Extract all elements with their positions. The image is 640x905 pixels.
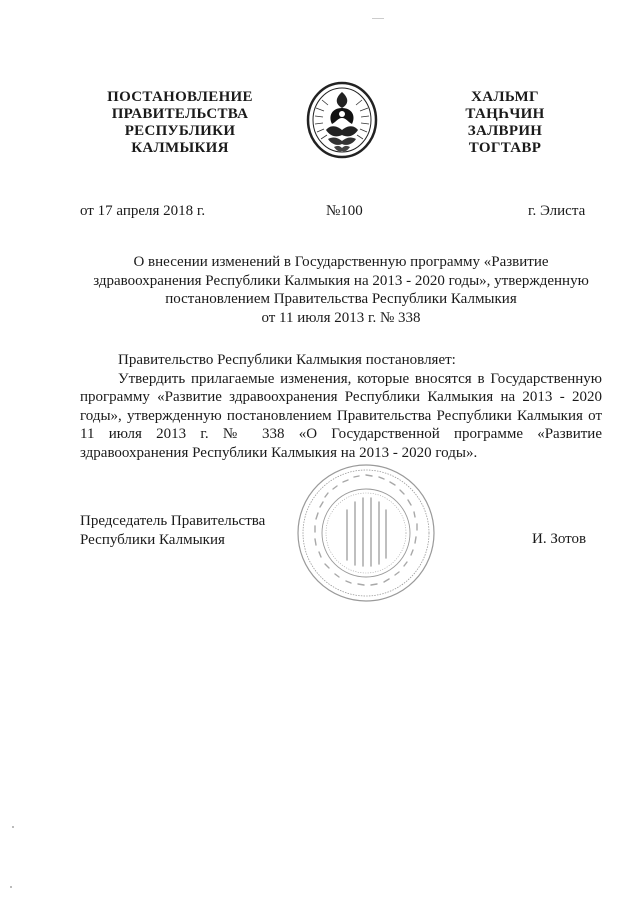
signatory-name: И. Зотов (532, 531, 587, 547)
header-line: РЕСПУБЛИКИ (124, 123, 236, 139)
document-city: г. Элиста (528, 203, 586, 219)
round-seal-stamp-icon (295, 462, 437, 604)
header-russian (90, 89, 270, 157)
body-intro: Правительство Республики Калмыкия постановляет: (118, 352, 456, 368)
header-line: ТАҢҺЧИН (465, 106, 545, 122)
signature-line: Председатель Правительства (80, 513, 266, 529)
header-line: ПРАВИТЕЛЬСТВА (111, 106, 249, 122)
document-title (80, 253, 602, 327)
signature-line: Республики Калмыкия (80, 532, 225, 548)
document-date: от 17 апреля 2018 г. (80, 203, 206, 219)
header-line: ХАЛЬМГ (471, 89, 539, 105)
kalmykia-emblem-icon (302, 78, 382, 162)
header-line: КАЛМЫКИЯ (131, 140, 229, 156)
scan-artifact (372, 18, 384, 19)
document-body (80, 351, 602, 462)
header-line: ПОСТАНОВЛЕНИЕ (107, 89, 253, 105)
title-line: здравоохранения Республики Калмыкия на 2013 - 2020 годы», утвержденную (93, 272, 589, 289)
document-number: №100 (326, 203, 363, 219)
title-line: О внесении изменений в Государственную программу «Развитие (133, 254, 549, 270)
title-line: от 11 июля 2013 г. № 338 (261, 309, 421, 326)
body-line: годы», утвержденную постановлением Правительства Республики Калмыкия от (80, 407, 602, 424)
body-line: программу «Развитие здравоохранения Республики Калмыкия на 2013 - 2020 (80, 389, 602, 405)
title-line: постановлением Правительства Республики Калмыкия (165, 291, 517, 307)
header-line: ЗАЛВРИН (467, 123, 543, 139)
body-line: 11 июля 2013 г. № 338 «О Государственной программе «Развитие (80, 426, 602, 442)
signature-position (80, 512, 265, 550)
header-kalmyk (440, 89, 570, 157)
body-line: Утвердить прилагаемые изменения, которые вносятся в Государственную (118, 370, 602, 387)
body-line: здравоохранения Республики Калмыкия на 2013 - 2020 годы». (80, 444, 478, 461)
header-line: ТОГТАВР (468, 140, 542, 156)
scan-artifact (12, 826, 14, 828)
scan-artifact (10, 886, 12, 888)
